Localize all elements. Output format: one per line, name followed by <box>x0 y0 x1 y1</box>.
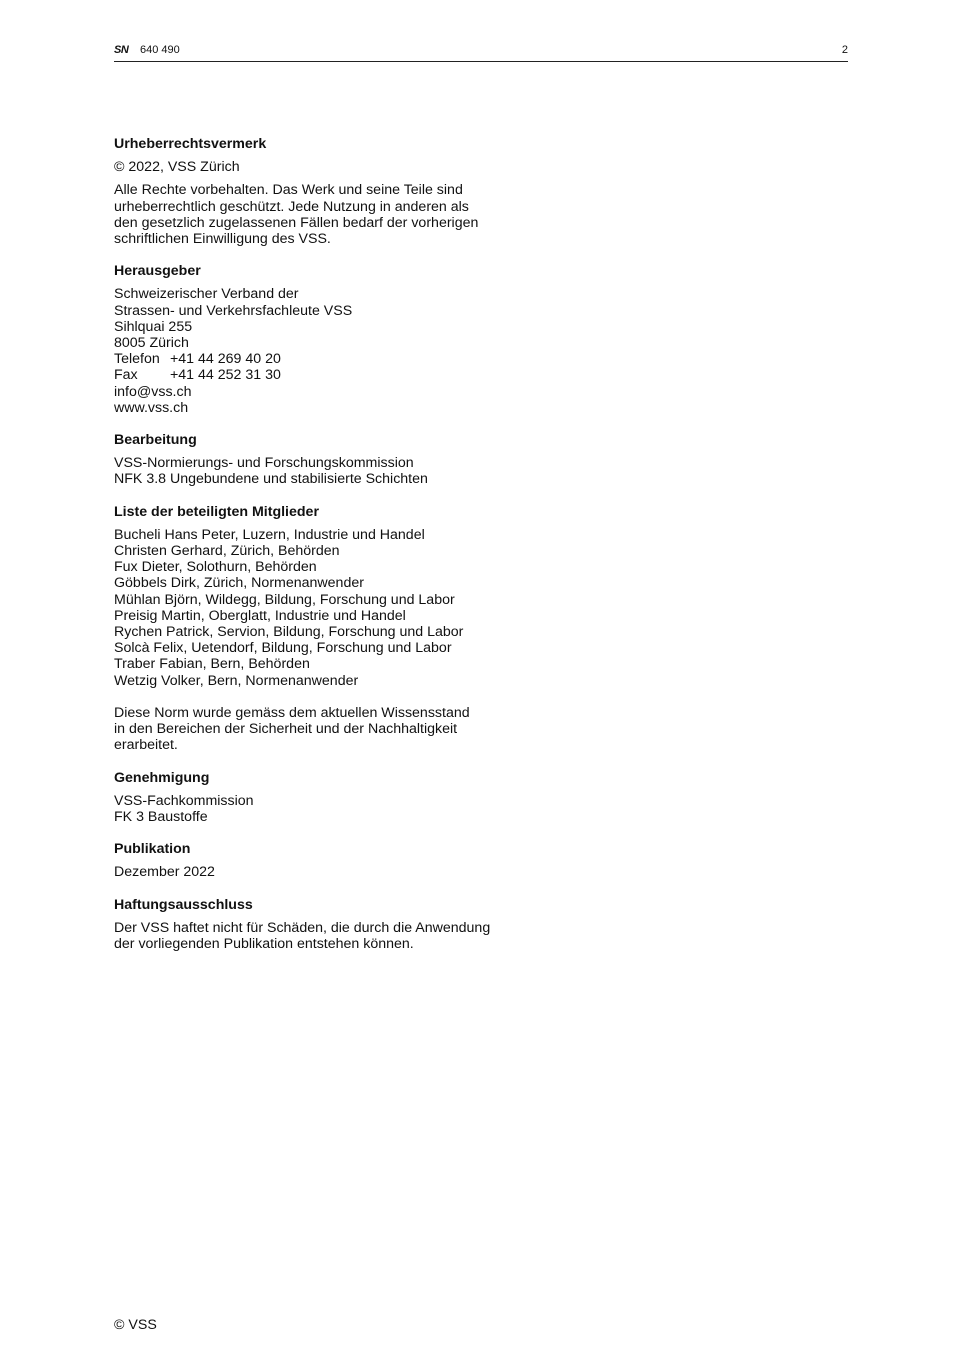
note-line: erarbeitet. <box>114 737 178 754</box>
editing-section <box>114 432 534 488</box>
publisher-line: Schweizerischer Verband der <box>114 286 299 303</box>
approval-line: FK 3 Baustoffe <box>114 808 208 825</box>
email-link[interactable]: info@vss.ch <box>114 383 192 400</box>
approval-section <box>114 770 534 826</box>
phone-number: +41 44 269 40 20 <box>170 351 281 368</box>
page-number: 2 <box>841 44 848 56</box>
disclaimer-section <box>114 897 534 953</box>
approval-line: VSS-Fachkommission <box>114 792 254 809</box>
editing-heading: Bearbeitung <box>114 432 197 449</box>
copyright-text-line: den gesetzlich zugelassenen Fällen bedarf der vorherigen <box>114 214 479 231</box>
list-item: Bucheli Hans Peter, Luzern, Industrie und Handel <box>114 526 425 543</box>
publication-heading: Publikation <box>114 841 191 858</box>
page-footer: © VSS <box>114 1317 157 1333</box>
publication-date: Dezember 2022 <box>114 864 215 881</box>
members-list <box>114 527 534 689</box>
copyright-line: © 2022, VSS Zürich <box>114 159 240 176</box>
members-note <box>114 705 534 754</box>
publication-section <box>114 841 534 880</box>
copyright-section <box>114 136 534 247</box>
editing-line: VSS-Normierungs- und Forschungskommission <box>114 455 414 472</box>
note-line: Diese Norm wurde gemäss dem aktuellen Wissensstand <box>114 704 470 721</box>
publisher-line: Sihlquai 255 <box>114 318 193 335</box>
list-item: Mühlan Björn, Wildegg, Bildung, Forschung und Labor <box>114 591 455 608</box>
page-header <box>114 43 848 62</box>
publisher-section <box>114 263 534 416</box>
list-item: Fux Dieter, Solothurn, Behörden <box>114 559 317 576</box>
phone-label: Telefon <box>114 351 160 368</box>
publisher-line: 8005 Zürich <box>114 335 189 352</box>
disclaimer-line: Der VSS haftet nicht für Schäden, die durch die Anwendung <box>114 919 491 936</box>
list-item: Christen Gerhard, Zürich, Behörden <box>114 543 340 560</box>
members-section <box>114 504 534 754</box>
sn-logo: SN <box>114 44 129 56</box>
list-item: Göbbels Dirk, Zürich, Normenanwender <box>114 575 364 592</box>
disclaimer-line: der vorliegenden Publikation entstehen können. <box>114 935 414 952</box>
website-link[interactable]: www.vss.ch <box>114 399 189 416</box>
imprint-content <box>114 136 534 952</box>
list-item: Solcà Felix, Uetendorf, Bildung, Forschung und Labor <box>114 640 452 657</box>
phone-row <box>114 351 534 367</box>
list-item: Wetzig Volker, Bern, Normenanwender <box>114 672 359 689</box>
note-line: in den Bereichen der Sicherheit und der Nachhaltigkeit <box>114 721 458 738</box>
copyright-heading: Urheberrechtsvermerk <box>114 136 267 152</box>
copyright-text-line: schriftlichen Einwilligung des VSS. <box>114 231 331 248</box>
fax-label: Fax <box>114 367 138 384</box>
list-item: Traber Fabian, Bern, Behörden <box>114 656 310 673</box>
document-number: 640 490 <box>140 44 180 56</box>
fax-row <box>114 367 534 383</box>
copyright-text-line: Alle Rechte vorbehalten. Das Werk und seine Teile sind <box>114 182 463 199</box>
members-heading: Liste der beteiligten Mitglieder <box>114 503 319 520</box>
list-item: Preisig Martin, Oberglatt, Industrie und Handel <box>114 607 406 624</box>
list-item: Rychen Patrick, Servion, Bildung, Forschung und Labor <box>114 624 464 641</box>
disclaimer-heading: Haftungsausschluss <box>114 896 253 913</box>
publisher-address <box>114 286 534 416</box>
publisher-line: Strassen- und Verkehrsfachleute VSS <box>114 302 353 319</box>
approval-heading: Genehmigung <box>114 769 210 786</box>
editing-line: NFK 3.8 Ungebundene und stabilisierte Schichten <box>114 471 428 488</box>
copyright-text-line: urheberrechtlich geschützt. Jede Nutzung in anderen als <box>114 198 469 215</box>
publisher-heading: Herausgeber <box>114 263 201 280</box>
fax-number: +41 44 252 31 30 <box>170 367 281 384</box>
copyright-text <box>114 182 534 247</box>
